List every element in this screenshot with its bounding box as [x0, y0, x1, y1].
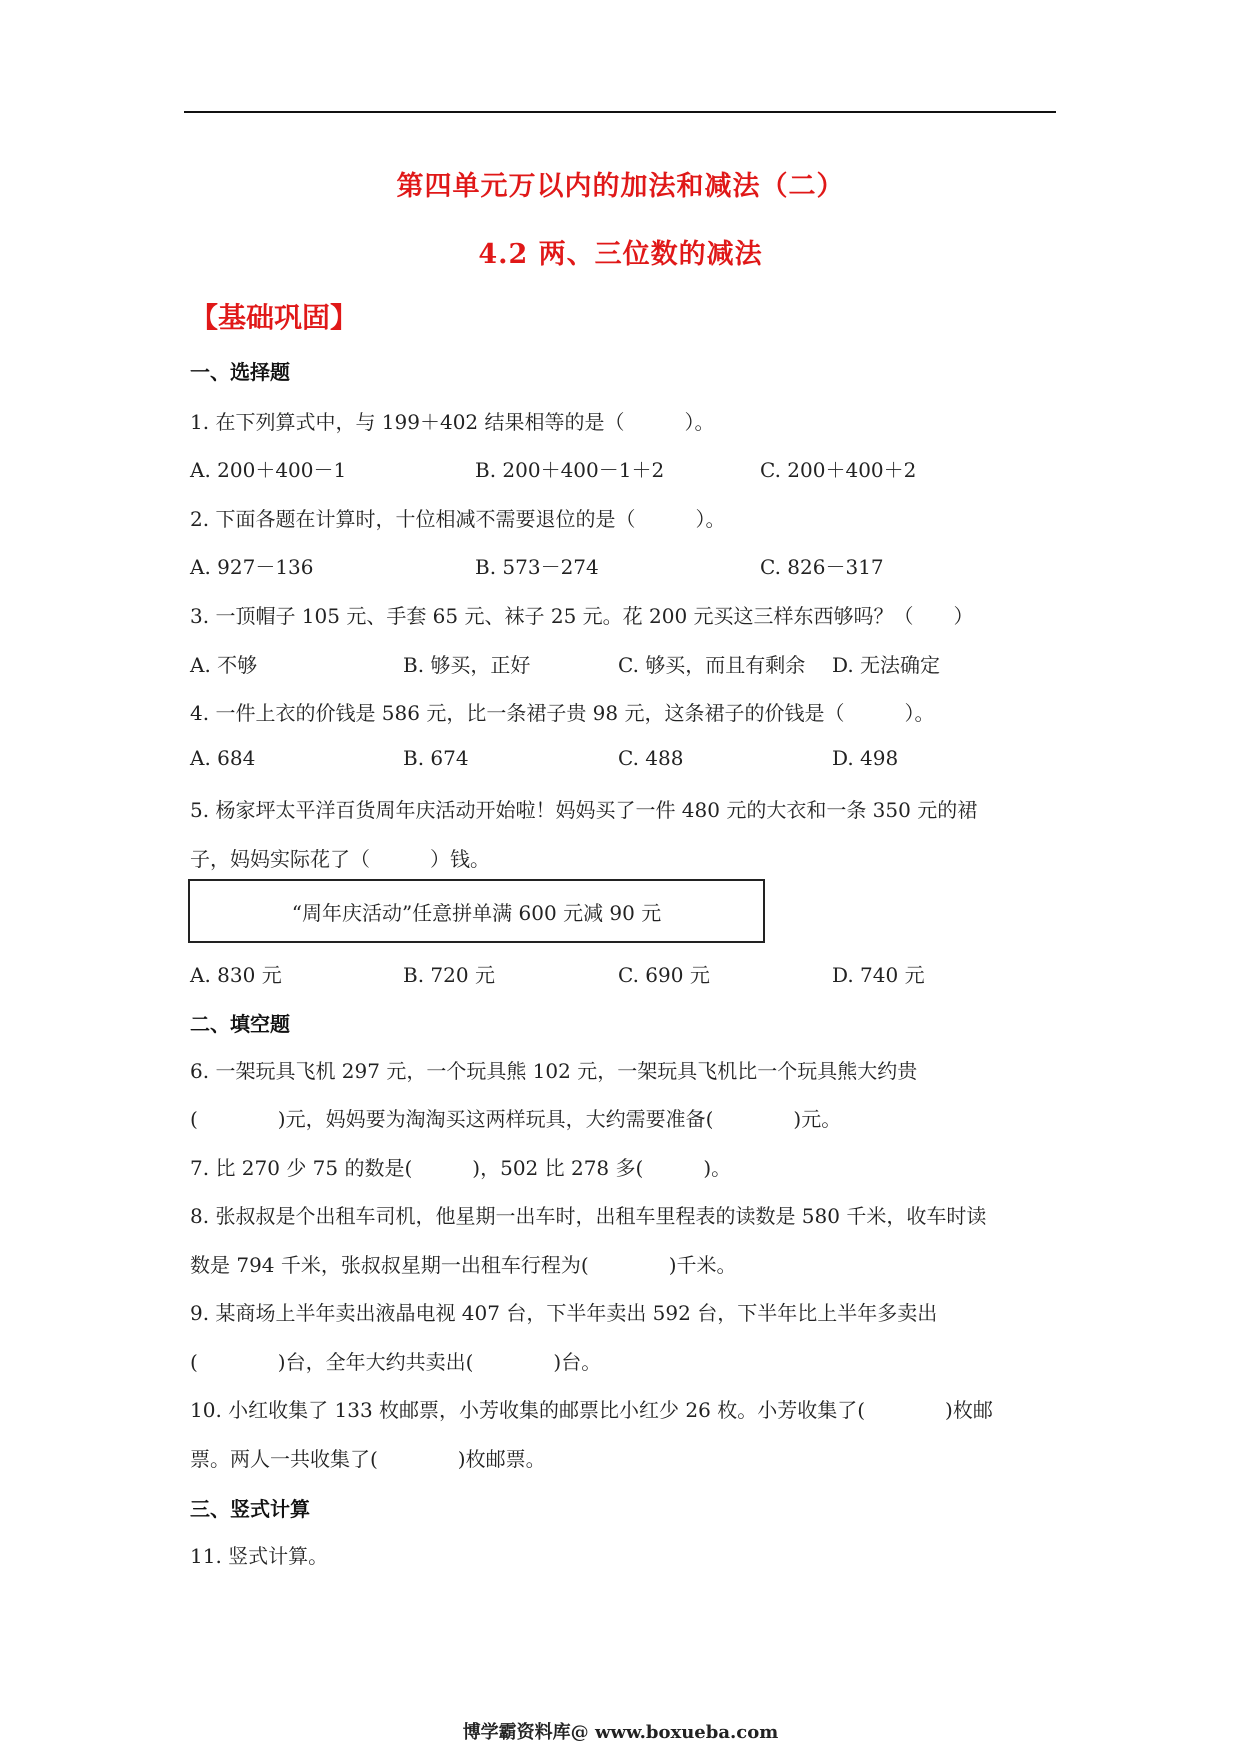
- footer-watermark: 博学霸资料库@ www.boxueba.com: [462, 1722, 779, 1743]
- q4-option-b: B. 674: [403, 746, 469, 770]
- question-10: 10. 小红收集了 133 枚邮票，小芳收集的邮票比小红少 26 枚。小芳收集了( )枚邮: [190, 1398, 993, 1422]
- header-rule: [184, 111, 1056, 113]
- q1-option-c: C. 200＋400＋2: [760, 458, 917, 482]
- q1-option-b: B. 200＋400－1＋2: [475, 458, 665, 482]
- page-title: 第四单元万以内的加法和减法（二）: [396, 171, 845, 202]
- question-9: 9. 某商场上半年卖出液晶电视 407 台，下半年卖出 592 台，下半年比上半年多卖出: [190, 1301, 938, 1325]
- promo-text: “周年庆活动”任意拼单满 600 元减 90 元: [291, 900, 662, 925]
- section-fill: 二、填空题: [190, 1012, 290, 1036]
- q3-option-d: D. 无法确定: [832, 653, 941, 677]
- question-10-cont: 票。两人一共收集了( )枚邮票。: [190, 1447, 546, 1471]
- section-choice: 一、选择题: [190, 360, 290, 384]
- question-6: 6. 一架玩具飞机 297 元，一个玩具熊 102 元，一架玩具飞机比一个玩具熊大约贵: [190, 1059, 918, 1083]
- question-7: 7. 比 270 少 75 的数是( )，502 比 278 多( )。: [190, 1156, 732, 1180]
- question-11: 11. 竖式计算。: [190, 1544, 329, 1568]
- question-5-cont: 子，妈妈实际花了（ ）钱。: [190, 847, 490, 871]
- question-4: 4. 一件上衣的价钱是 586 元，比一条裙子贵 98 元，这条裙子的价钱是（ ）。: [190, 701, 935, 725]
- question-2: 2. 下面各题在计算时，十位相减不需要退位的是（ ）。: [190, 507, 726, 531]
- question-5: 5. 杨家坪太平洋百货周年庆活动开始啦！妈妈买了一件 480 元的大衣和一条 350 元的裙: [190, 798, 978, 822]
- q5-option-c: C. 690 元: [618, 963, 710, 987]
- question-1: 1. 在下列算式中，与 199＋402 结果相等的是（ ）。: [190, 410, 715, 434]
- q3-option-a: A. 不够: [190, 653, 258, 677]
- q4-option-c: C. 488: [618, 746, 684, 770]
- q5-option-a: A. 830 元: [190, 963, 282, 987]
- page-subtitle: 4.2 两、三位数的减法: [478, 239, 763, 270]
- q2-option-b: B. 573－274: [475, 555, 599, 579]
- promo-box: [188, 879, 765, 943]
- q5-option-d: D. 740 元: [832, 963, 925, 987]
- question-6-cont: ( )元，妈妈要为淘淘买这两样玩具，大约需要准备( )元。: [190, 1107, 842, 1131]
- q3-option-b: B. 够买，正好: [403, 653, 531, 677]
- q4-option-d: D. 498: [832, 746, 899, 770]
- q3-option-c: C. 够买，而且有剩余: [618, 653, 806, 677]
- q1-option-a: A. 200＋400－1: [190, 458, 347, 482]
- question-8-cont: 数是 794 千米，张叔叔星期一出租车行程为( )千米。: [190, 1253, 737, 1277]
- section-vertical: 三、竖式计算: [190, 1497, 310, 1521]
- question-8: 8. 张叔叔是个出租车司机，他星期一出车时，出租车里程表的读数是 580 千米，收车时读: [190, 1204, 987, 1228]
- q2-option-c: C. 826－317: [760, 555, 884, 579]
- question-3: 3. 一顶帽子 105 元、手套 65 元、袜子 25 元。花 200 元买这三样东西够吗？（ ）: [190, 604, 974, 628]
- q4-option-a: A. 684: [190, 746, 256, 770]
- section-basic: 【基础巩固】: [190, 301, 359, 334]
- q2-option-a: A. 927－136: [190, 555, 314, 579]
- q5-option-b: B. 720 元: [403, 963, 495, 987]
- question-9-cont: ( )台，全年大约共卖出( )台。: [190, 1350, 602, 1374]
